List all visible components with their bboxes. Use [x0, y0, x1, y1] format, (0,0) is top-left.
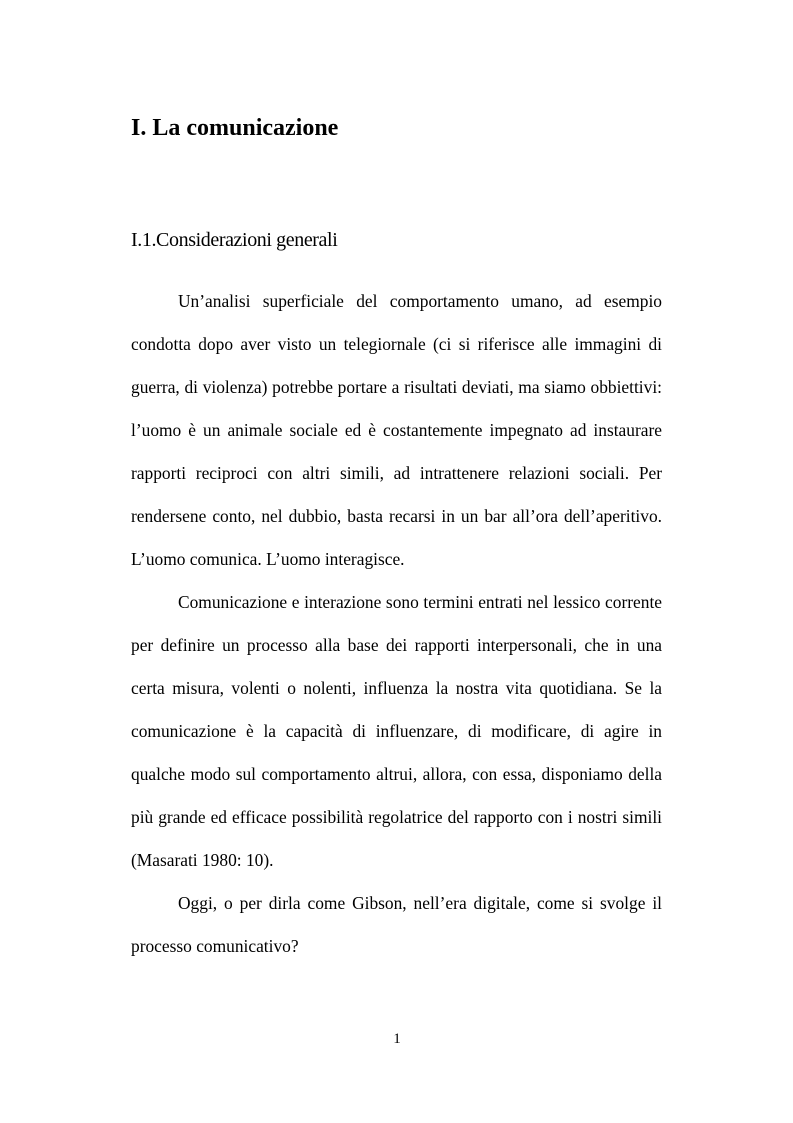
section-title: I.1.Considerazioni generali [131, 229, 338, 251]
paragraph: Un’analisi superficiale del comportamento umano, ad esempio condotta dopo aver visto un telegiornale (ci si riferisce alle immagini di guerra, di violenza) potrebbe portare a risultati deviati, ma siamo obbiettivi: l’uomo è un animale sociale ed è costantemente impegnato ad instaurare rapporti reciproci con altri simili, ad intrattenere relazioni sociali. Per rendersene conto, nel dubbio, basta recarsi in un bar all’ora dell’aperitivo. L’uomo comunica. L’uomo interagisce. [131, 291, 662, 569]
body-text [131, 280, 662, 968]
paragraph: Oggi, o per dirla come Gibson, nell’era digitale, come si svolge il processo comunicativo? [131, 893, 662, 956]
page-number: 1 [393, 1031, 401, 1047]
chapter-title: I. La comunicazione [131, 115, 339, 141]
paragraph: Comunicazione e interazione sono termini entrati nel lessico corrente per definire un processo alla base dei rapporti interpersonali, che in una certa misura, volenti o nolenti, influenza la nostra vita quotidiana. Se la comunicazione è la capacità di influenzare, di modificare, di agire in qualche modo sul comportamento altrui, allora, con essa, disponiamo della più grande ed efficace possibilità regolatrice del rapporto con i nostri simili (Masarati 1980: 10). [131, 592, 662, 870]
